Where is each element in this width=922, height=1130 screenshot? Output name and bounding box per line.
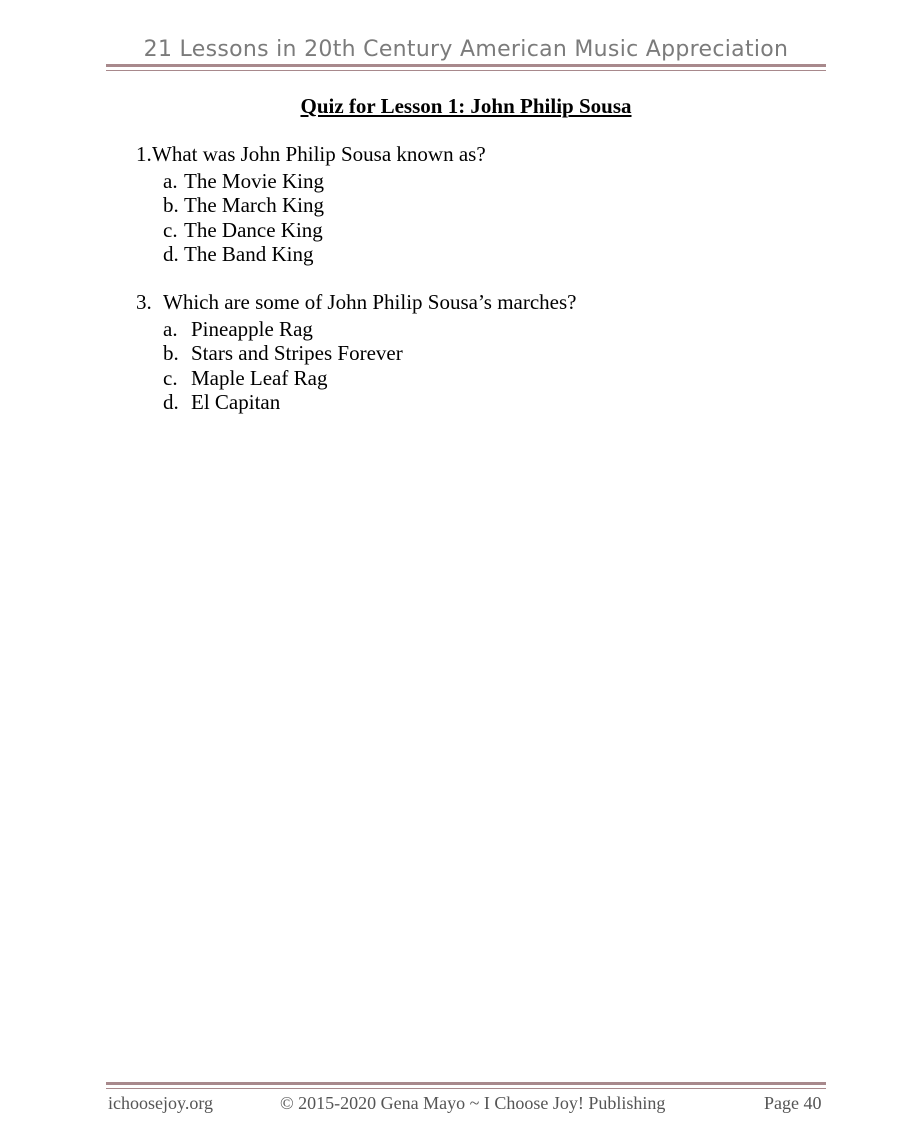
option-text: The Band King bbox=[184, 242, 314, 266]
option-text: Maple Leaf Rag bbox=[191, 365, 328, 390]
option-letter: d. bbox=[163, 242, 179, 266]
footer-copyright: © 2015-2020 Gena Mayo ~ I Choose Joy! Publishing bbox=[280, 1093, 666, 1113]
footer-website: ichoosejoy.org bbox=[108, 1093, 213, 1113]
option-text: Pineapple Rag bbox=[191, 316, 313, 341]
question-3 bbox=[136, 290, 577, 415]
answer-options bbox=[163, 317, 577, 415]
option-text: The Movie King bbox=[184, 168, 324, 193]
answer-option bbox=[163, 218, 486, 243]
answer-option bbox=[163, 169, 486, 194]
answer-option bbox=[163, 242, 486, 267]
option-text: El Capitan bbox=[191, 390, 281, 414]
header-divider bbox=[106, 64, 826, 71]
option-letter: a. bbox=[163, 316, 178, 341]
option-letter: b. bbox=[163, 193, 179, 217]
option-text: The March King bbox=[184, 193, 324, 217]
question-text bbox=[136, 290, 577, 315]
question-number: 1. bbox=[136, 142, 152, 166]
option-text: The Dance King bbox=[184, 217, 323, 242]
question-number: 3. bbox=[136, 290, 152, 314]
answer-option bbox=[163, 341, 577, 366]
option-letter: c. bbox=[163, 217, 178, 242]
answer-option bbox=[163, 317, 577, 342]
question-text bbox=[136, 142, 486, 167]
answer-option bbox=[163, 193, 486, 218]
option-letter: a. bbox=[163, 168, 178, 193]
question-1 bbox=[136, 142, 486, 267]
quiz-title: Quiz for Lesson 1: John Philip Sousa bbox=[300, 94, 632, 118]
option-text: Stars and Stripes Forever bbox=[191, 341, 403, 365]
option-letter: c. bbox=[163, 365, 178, 390]
document-header-title: 21 Lessons in 20th Century American Music Appreciation bbox=[143, 37, 789, 62]
option-letter: d. bbox=[163, 390, 179, 414]
answer-option bbox=[163, 390, 577, 415]
answer-option bbox=[163, 366, 577, 391]
footer-page-number: Page 40 bbox=[764, 1093, 822, 1113]
answer-options bbox=[163, 169, 486, 267]
option-letter: b. bbox=[163, 341, 179, 365]
question-label: What was John Philip Sousa known as? bbox=[152, 142, 486, 166]
question-label: Which are some of John Philip Sousa’s marches? bbox=[163, 290, 577, 314]
footer-divider bbox=[106, 1082, 826, 1089]
